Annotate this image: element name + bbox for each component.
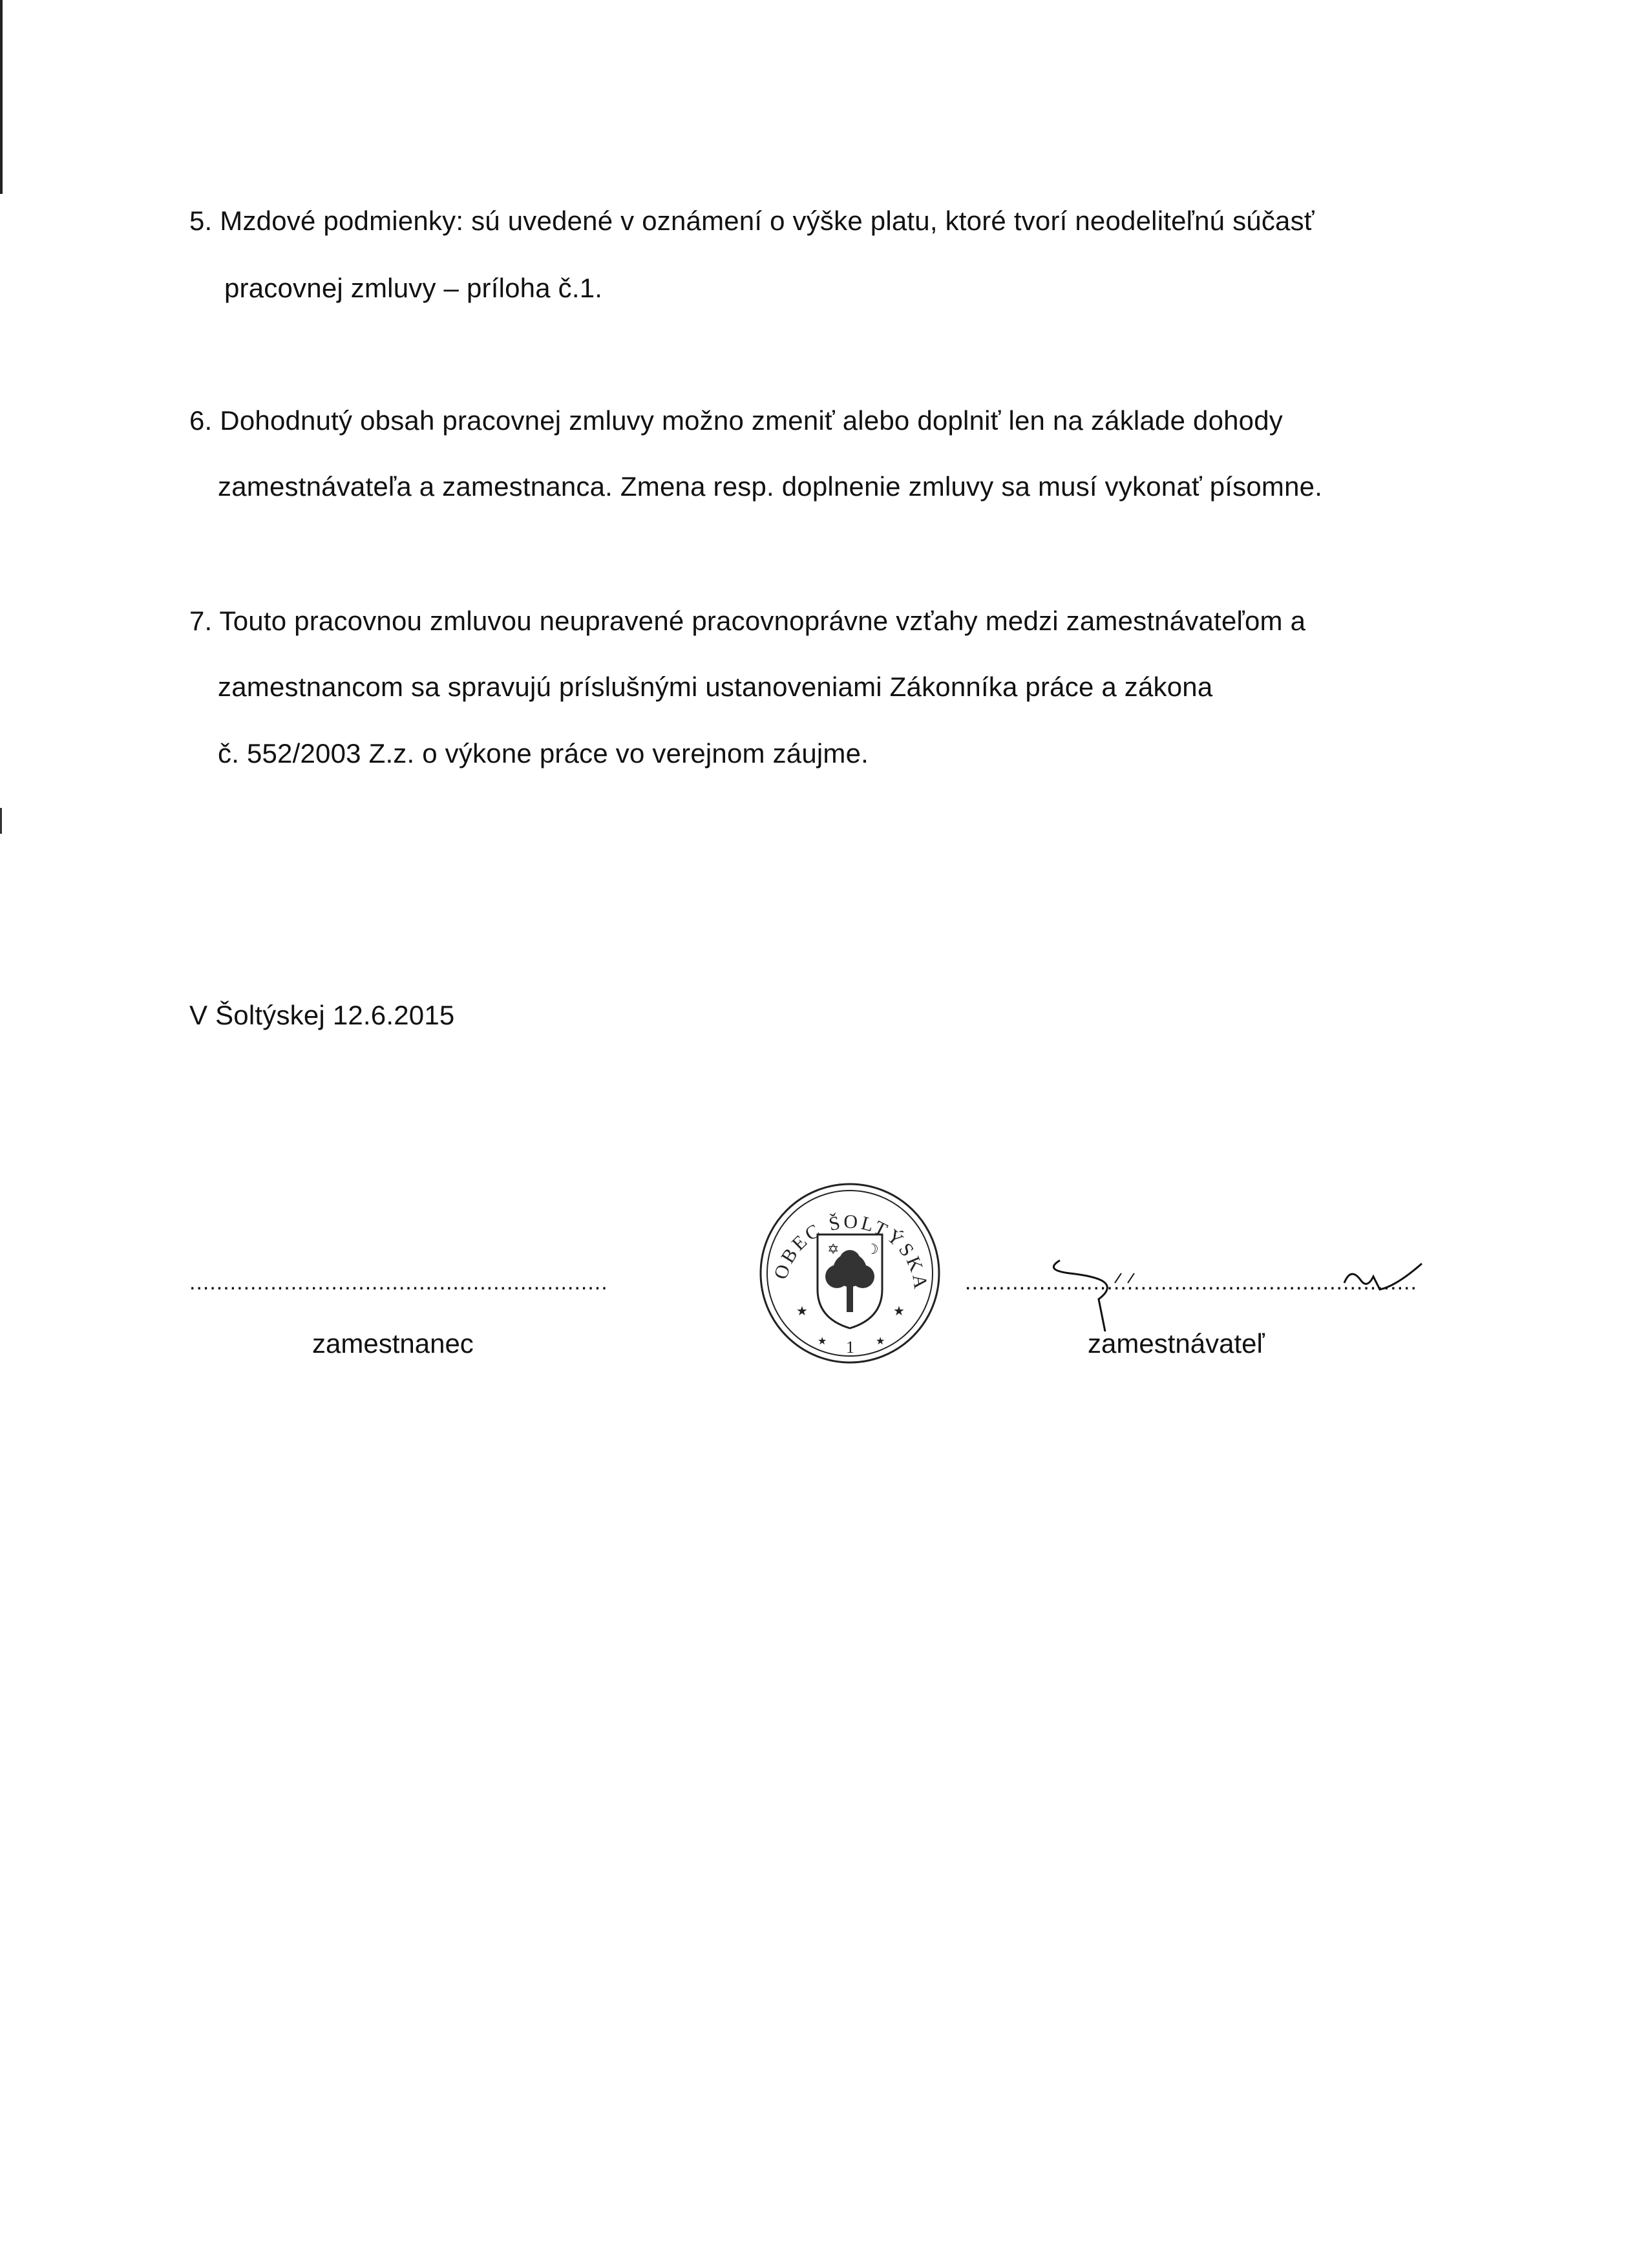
clause-7-line-2: zamestnancom sa spravujú príslušnými ustanoveniami Zákonníka práce a zákona: [218, 672, 1213, 702]
svg-text:★: ★: [818, 1335, 827, 1347]
employee-label: zamestnanec: [312, 1328, 474, 1359]
scan-edge-tick: [0, 808, 2, 834]
clause-6-line-2: zamestnávateľa a zamestnanca. Zmena resp. doplnenie zmluvy sa musí vykonať písomne.: [218, 471, 1323, 502]
svg-text:✡: ✡: [827, 1242, 840, 1258]
employer-label: zamestnávateľ: [1088, 1328, 1265, 1359]
place-date: V Šoltýskej 12.6.2015: [189, 1000, 455, 1030]
employer-handwritten-signature: [1008, 1228, 1435, 1344]
clause-6-line-1: 6. Dohodnutý obsah pracovnej zmluvy možno zmeniť alebo doplniť len na základe dohody: [189, 405, 1284, 436]
employer-signature-line: ...................................................................: [965, 1270, 1417, 1295]
clause-5-line-1: 5. Mzdové podmienky: sú uvedené v oznámení o výške platu, ktoré tvorí neodeliteľnú súčasť: [189, 206, 1315, 236]
stamp-ring-text: OBEC ŠOLTÝSKA: [770, 1211, 932, 1293]
svg-text:★: ★: [796, 1303, 808, 1319]
clause-7-line-1: 7. Touto pracovnou zmluvou neupravené pracovnoprávne vzťahy medzi zamestnávateľom a: [189, 606, 1306, 636]
employee-signature-line: ..............................................................: [189, 1270, 608, 1295]
scan-edge-mark: [0, 0, 3, 194]
official-stamp-seal: [756, 1180, 944, 1367]
svg-text:☽: ☽: [866, 1242, 879, 1258]
svg-text:★: ★: [893, 1303, 905, 1319]
clause-5-line-2: pracovnej zmluvy – príloha č.1.: [224, 273, 603, 303]
stamp-number: 1: [846, 1338, 854, 1357]
svg-text:★: ★: [876, 1335, 885, 1347]
clause-7-line-3: č. 552/2003 Z.z. o výkone práce vo verejnom záujme.: [218, 738, 869, 768]
